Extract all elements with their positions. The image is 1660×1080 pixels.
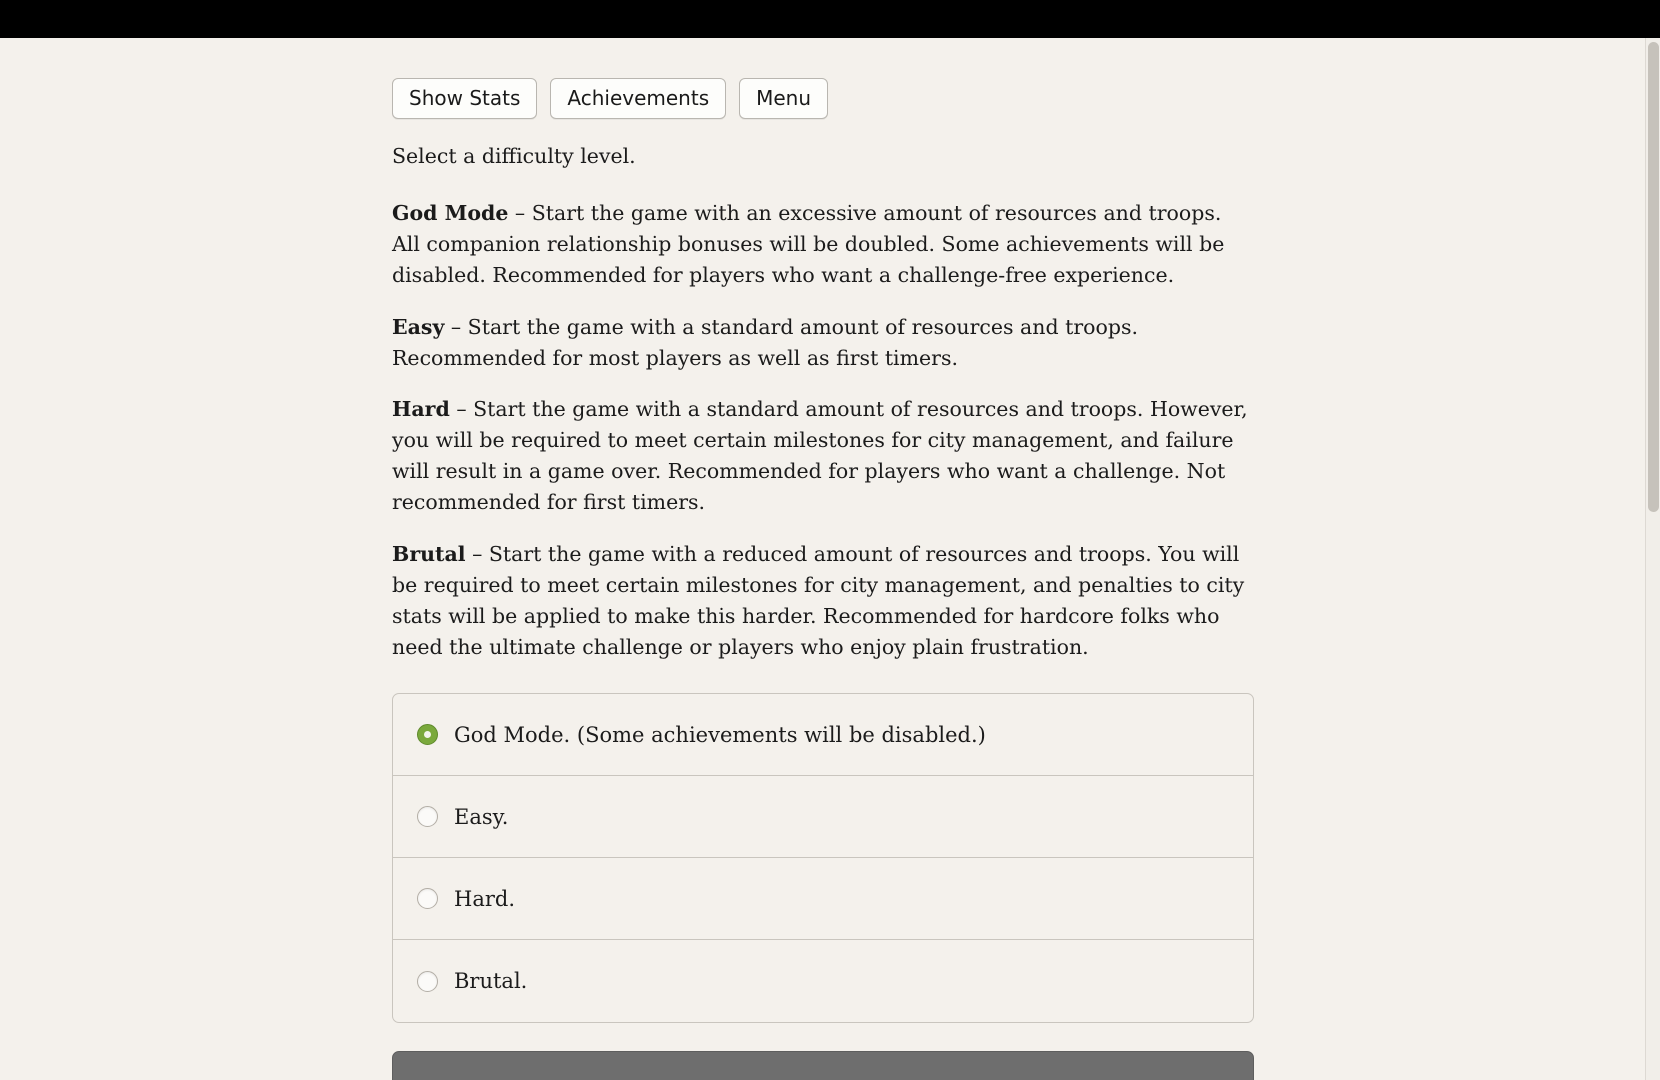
radio-selected-icon[interactable] bbox=[417, 724, 438, 745]
description-term-god-mode: God Mode bbox=[392, 201, 509, 226]
difficulty-description bbox=[392, 141, 1254, 663]
choice-easy[interactable] bbox=[393, 776, 1253, 858]
description-god-mode bbox=[392, 198, 1254, 291]
submit-button[interactable] bbox=[392, 1051, 1254, 1080]
choice-label-easy: Easy. bbox=[454, 804, 509, 829]
page-scrollbar[interactable] bbox=[1645, 38, 1660, 1080]
content-column bbox=[392, 78, 1254, 1080]
choice-label-hard: Hard. bbox=[454, 886, 515, 911]
choice-god-mode[interactable] bbox=[393, 694, 1253, 776]
browser-top-bar bbox=[0, 0, 1660, 38]
choice-hard[interactable] bbox=[393, 858, 1253, 940]
page-body bbox=[0, 38, 1660, 1080]
toolbar bbox=[392, 78, 1254, 119]
radio-icon[interactable] bbox=[417, 888, 438, 909]
radio-icon[interactable] bbox=[417, 971, 438, 992]
scrollbar-thumb[interactable] bbox=[1648, 42, 1659, 512]
choice-label-god-mode: God Mode. (Some achievements will be disabled.) bbox=[454, 722, 986, 747]
radio-icon[interactable] bbox=[417, 806, 438, 827]
achievements-button[interactable]: Achievements bbox=[550, 78, 726, 119]
choice-label-brutal: Brutal. bbox=[454, 969, 528, 994]
description-body-hard: – Start the game with a standard amount of resources and troops. However, you will be required to meet certain milestones for city management, and failure will result in a game over. Recommended for players who want a challenge. Not recommended for first timers. bbox=[392, 396, 1248, 515]
description-body-brutal: – Start the game with a reduced amount of resources and troops. You will be required to meet certain milestones for city management, and penalties to city stats will be applied to make this harder. Recommended for hardcore folks who need the ultimate challenge or players who enjoy plain frustration. bbox=[392, 541, 1245, 660]
description-body-easy: – Start the game with a standard amount of resources and troops. Recommended for most players as well as first timers. bbox=[392, 314, 1139, 370]
description-term-brutal: Brutal bbox=[392, 541, 466, 566]
description-brutal bbox=[392, 539, 1254, 664]
choice-brutal[interactable] bbox=[393, 940, 1253, 1022]
description-easy bbox=[392, 312, 1254, 374]
prompt-text: Select a difficulty level. bbox=[392, 144, 636, 168]
description-term-easy: Easy bbox=[392, 314, 445, 339]
description-body-god-mode: – Start the game with an excessive amount of resources and troops. All companion relationship bonuses will be doubled. Some achievements will be disabled. Recommended for players who want a challenge-free experience. bbox=[392, 201, 1225, 288]
description-term-hard: Hard bbox=[392, 396, 450, 421]
menu-button[interactable]: Menu bbox=[739, 78, 828, 119]
show-stats-button[interactable]: Show Stats bbox=[392, 78, 537, 119]
difficulty-choice-list bbox=[392, 693, 1254, 1023]
description-hard bbox=[392, 394, 1254, 519]
